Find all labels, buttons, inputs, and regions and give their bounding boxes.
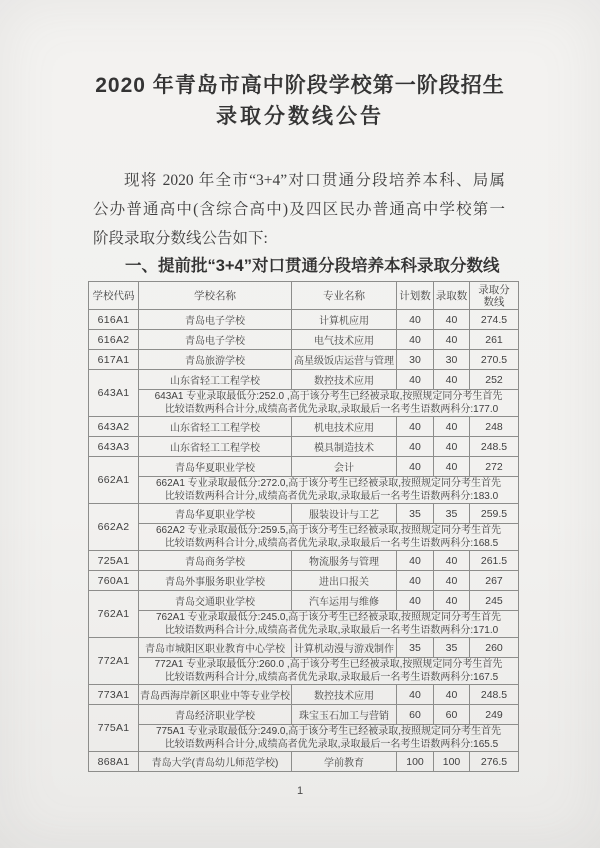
major-name-cell: 机电技术应用 (292, 417, 397, 437)
admit-count-cell: 40 (434, 310, 470, 330)
school-name-cell: 青岛外事服务职业学校 (139, 571, 292, 591)
plan-count-cell: 40 (397, 571, 434, 591)
plan-count-cell: 60 (397, 705, 434, 725)
note-line-2: 比较语数两科合计分,成绩高者优先录取,录取最后一名考生语数两科分:177.0 (164, 404, 499, 415)
score-cell: 261.5 (470, 551, 519, 571)
admit-count-cell: 40 (434, 417, 470, 437)
score-cell: 248.5 (470, 685, 519, 705)
admission-note-cell (139, 477, 519, 504)
score-cell: 261 (470, 330, 519, 350)
admission-note-cell (139, 725, 519, 752)
col-header-school-code: 学校代码 (89, 282, 139, 310)
table-header-row (89, 282, 519, 310)
table-note-row (89, 390, 519, 417)
table-row (89, 310, 519, 330)
score-cell: 249 (470, 705, 519, 725)
major-name-cell: 学前教育 (292, 752, 397, 772)
major-name-cell: 计算机动漫与游戏制作 (292, 638, 397, 658)
note-line-2: 比较语数两科合计分,成绩高者优先录取,录取最后一名考生语数两科分:171.0 (164, 625, 499, 636)
score-cell: 245 (470, 591, 519, 611)
table-note-row (89, 725, 519, 752)
table-note-row (89, 524, 519, 551)
admission-note-cell (139, 658, 519, 685)
table-row (89, 504, 519, 524)
major-name-cell: 进出口报关 (292, 571, 397, 591)
intro-line-1: 现将 2020 年全市“3+4”对口贯通分段培养本科、局属 (124, 172, 505, 189)
school-name-cell: 山东省轻工工程学校 (139, 370, 292, 390)
major-name-cell: 计算机应用 (292, 310, 397, 330)
col-header-school-name: 学校名称 (139, 282, 292, 310)
plan-count-cell: 30 (397, 350, 434, 370)
note-line-1: 775A1 专业录取最低分:249.0,高于该分考生已经被录取,按照规定同分考生首先 (155, 726, 502, 737)
col-header-admit-count: 录取数 (434, 282, 470, 310)
major-name-cell: 高星级饭店运营与管理 (292, 350, 397, 370)
admit-count-cell: 35 (434, 638, 470, 658)
plan-count-cell: 40 (397, 591, 434, 611)
school-code-cell: 775A1 (89, 705, 139, 752)
plan-count-cell: 40 (397, 330, 434, 350)
plan-count-cell: 40 (397, 370, 434, 390)
admission-note-cell (139, 611, 519, 638)
score-cell: 252 (470, 370, 519, 390)
school-code-cell: 725A1 (89, 551, 139, 571)
plan-count-cell: 40 (397, 551, 434, 571)
plan-count-cell: 40 (397, 685, 434, 705)
table-row (89, 417, 519, 437)
score-cell: 270.5 (470, 350, 519, 370)
school-code-cell: 616A1 (89, 310, 139, 330)
major-name-cell: 服装设计与工艺 (292, 504, 397, 524)
school-name-cell: 青岛大学(青岛幼儿师范学校) (139, 752, 292, 772)
school-code-cell: 643A3 (89, 437, 139, 457)
table-row (89, 437, 519, 457)
plan-count-cell: 35 (397, 638, 434, 658)
school-name-cell: 青岛经济职业学校 (139, 705, 292, 725)
admit-count-cell: 40 (434, 571, 470, 591)
admit-count-cell: 40 (434, 330, 470, 350)
major-name-cell: 模具制造技术 (292, 437, 397, 457)
school-code-cell: 662A1 (89, 457, 139, 504)
score-table (88, 281, 519, 772)
table-note-row (89, 658, 519, 685)
major-name-cell: 珠宝玉石加工与营销 (292, 705, 397, 725)
admit-count-cell: 30 (434, 350, 470, 370)
school-code-cell: 760A1 (89, 571, 139, 591)
note-line-1: 662A1 专业录取最低分:272.0,高于该分考生已经被录取,按照规定同分考生首先 (155, 478, 502, 489)
admit-count-cell: 40 (434, 437, 470, 457)
plan-count-cell: 40 (397, 310, 434, 330)
plan-count-cell: 40 (397, 457, 434, 477)
school-name-cell: 青岛市城阳区职业教育中心学校 (139, 638, 292, 658)
table-row (89, 551, 519, 571)
score-cell: 272 (470, 457, 519, 477)
note-line-1: 762A1 专业录取最低分:245.0,高于该分考生已经被录取,按照规定同分考生首先 (155, 612, 502, 623)
page-number: 1 (296, 785, 304, 797)
score-cell: 248.5 (470, 437, 519, 457)
score-cell: 276.5 (470, 752, 519, 772)
plan-count-cell: 100 (397, 752, 434, 772)
school-code-cell: 773A1 (89, 685, 139, 705)
table-row (89, 571, 519, 591)
school-code-cell: 662A2 (89, 504, 139, 551)
score-cell: 274.5 (470, 310, 519, 330)
school-name-cell: 山东省轻工工程学校 (139, 437, 292, 457)
school-name-cell: 青岛华夏职业学校 (139, 457, 292, 477)
school-code-cell: 643A2 (89, 417, 139, 437)
school-name-cell: 青岛电子学校 (139, 310, 292, 330)
table-row (89, 685, 519, 705)
note-line-2: 比较语数两科合计分,成绩高者优先录取,录取最后一名考生语数两科分:167.5 (164, 672, 499, 683)
note-line-2: 比较语数两科合计分,成绩高者优先录取,录取最后一名考生语数两科分:165.5 (164, 739, 499, 750)
table-row (89, 330, 519, 350)
major-name-cell: 会计 (292, 457, 397, 477)
note-line-1: 662A2 专业录取最低分:259.5,高于该分考生已经被录取,按照规定同分考生首先 (155, 525, 502, 536)
school-name-cell: 青岛交通职业学校 (139, 591, 292, 611)
score-cell: 259.5 (470, 504, 519, 524)
school-code-cell: 868A1 (89, 752, 139, 772)
admission-note-cell (139, 524, 519, 551)
document-title (0, 0, 600, 132)
title-line-2: 录取分数线公告 (216, 105, 384, 128)
note-line-2: 比较语数两科合计分,成绩高者优先录取,录取最后一名考生语数两科分:183.0 (164, 491, 499, 502)
major-name-cell: 电气技术应用 (292, 330, 397, 350)
intro-paragraph (93, 166, 505, 253)
col-header-plan-count: 计划数 (397, 282, 434, 310)
admit-count-cell: 40 (434, 591, 470, 611)
admit-count-cell: 40 (434, 551, 470, 571)
school-name-cell: 青岛华夏职业学校 (139, 504, 292, 524)
school-code-cell: 616A2 (89, 330, 139, 350)
plan-count-cell: 40 (397, 437, 434, 457)
table-note-row (89, 477, 519, 504)
col-header-score-line: 录取分数线 (470, 282, 519, 310)
col-header-major-name: 专业名称 (292, 282, 397, 310)
school-name-cell: 山东省轻工工程学校 (139, 417, 292, 437)
admit-count-cell: 100 (434, 752, 470, 772)
school-code-cell: 772A1 (89, 638, 139, 685)
table-row (89, 638, 519, 658)
plan-count-cell: 35 (397, 504, 434, 524)
school-name-cell: 青岛西海岸新区职业中等专业学校 (139, 685, 292, 705)
table-row (89, 705, 519, 725)
score-cell: 248 (470, 417, 519, 437)
table-row (89, 457, 519, 477)
note-line-1: 772A1 专业录取最低分:260.0 ,高于该分考生已经被录取,按照规定同分考生首先 (154, 659, 503, 670)
major-name-cell: 数控技术应用 (292, 685, 397, 705)
admit-count-cell: 40 (434, 370, 470, 390)
table-row (89, 752, 519, 772)
admission-note-cell (139, 390, 519, 417)
admit-count-cell: 40 (434, 685, 470, 705)
note-line-2: 比较语数两科合计分,成绩高者优先录取,录取最后一名考生语数两科分:168.5 (164, 538, 499, 549)
intro-line-2: 公办普通高中(含综合高中)及四区民办普通高中学校第一 (93, 201, 505, 218)
major-name-cell: 数控技术应用 (292, 370, 397, 390)
school-name-cell: 青岛电子学校 (139, 330, 292, 350)
school-code-cell: 617A1 (89, 350, 139, 370)
score-cell: 260 (470, 638, 519, 658)
plan-count-cell: 40 (397, 417, 434, 437)
intro-line-3: 阶段录取分数线公告如下: (93, 230, 268, 247)
table-note-row (89, 611, 519, 638)
major-name-cell: 汽车运用与维修 (292, 591, 397, 611)
major-name-cell: 物流服务与管理 (292, 551, 397, 571)
note-line-1: 643A1 专业录取最低分:252.0 ,高于该分考生已经被录取,按照规定同分考生首先 (154, 391, 503, 402)
admit-count-cell: 35 (434, 504, 470, 524)
school-code-cell: 762A1 (89, 591, 139, 638)
table-row (89, 350, 519, 370)
school-name-cell: 青岛旅游学校 (139, 350, 292, 370)
school-code-cell: 643A1 (89, 370, 139, 417)
admit-count-cell: 60 (434, 705, 470, 725)
score-cell: 267 (470, 571, 519, 591)
title-line-1: 2020 年青岛市高中阶段学校第一阶段招生 (95, 74, 505, 97)
table-row (89, 370, 519, 390)
table-row (89, 591, 519, 611)
school-name-cell: 青岛商务学校 (139, 551, 292, 571)
section-heading: 一、提前批“3+4”对口贯通分段培养本科录取分数线 (125, 257, 500, 275)
admit-count-cell: 40 (434, 457, 470, 477)
